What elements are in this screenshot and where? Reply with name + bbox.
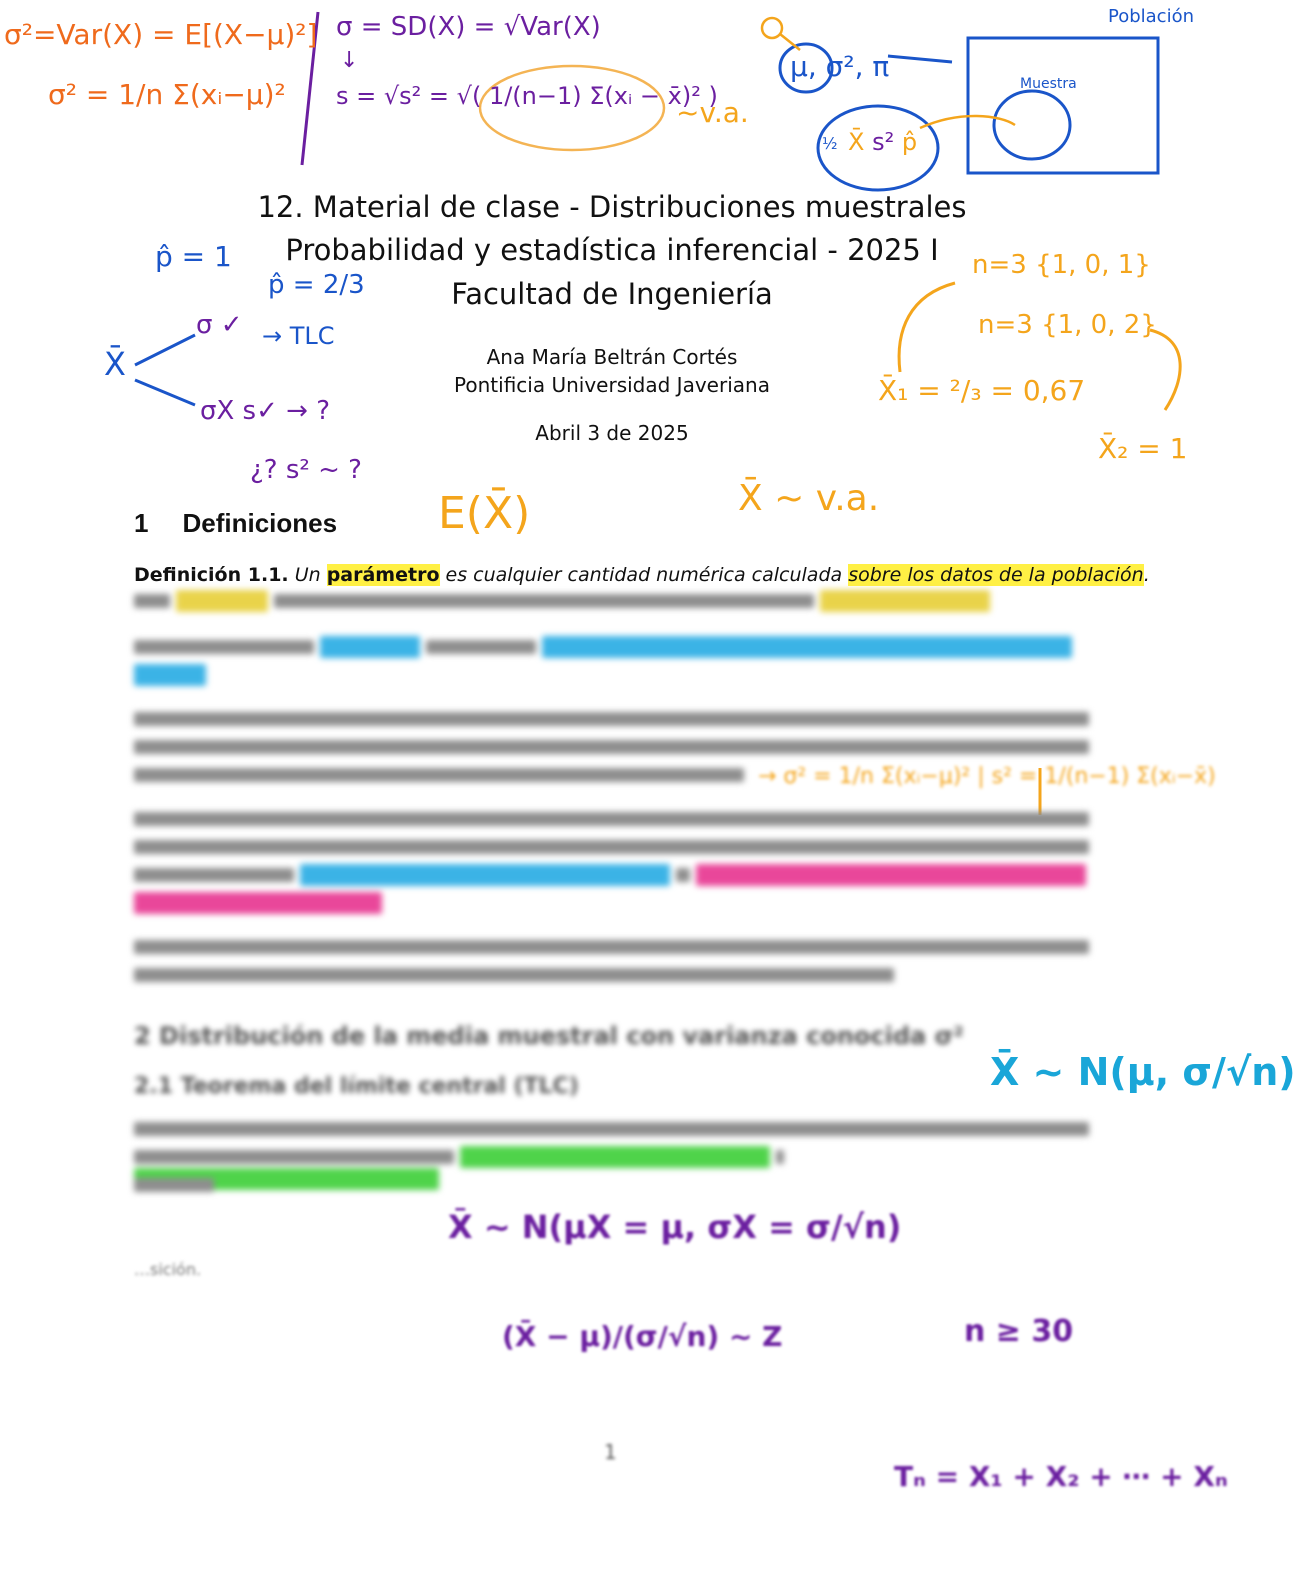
definition-1-1 bbox=[134, 561, 1150, 589]
phat-two-thirds: p̂ = 2/3 bbox=[268, 270, 365, 300]
poblacion-label: Población bbox=[1108, 6, 1195, 27]
purple-s-formula: s = √s² = √( 1/(n−1) Σ(xᵢ − x̄)² ) bbox=[336, 82, 718, 110]
gold-small-circle bbox=[762, 18, 782, 38]
muestra-label: Muestra bbox=[1020, 76, 1077, 92]
xbar-two-value: X̄₂ = 1 bbox=[1098, 432, 1188, 465]
section1-heading bbox=[134, 508, 337, 539]
doc-title: 12. Material de clase - Distribuciones muestrales bbox=[257, 190, 967, 224]
purple-sd-def: σ = SD(X) = √Var(X) bbox=[336, 12, 601, 42]
s2-question: ¿? s² ~ ? bbox=[250, 455, 362, 485]
section1-number: 1 bbox=[134, 508, 149, 538]
definition-term: parámetro bbox=[326, 564, 440, 586]
author-name: Ana María Beltrán Cortés bbox=[486, 345, 738, 369]
sigma-known: σ ✓ bbox=[196, 310, 243, 340]
section2-heading: 2 Distribución de la media muestral con varianza conocida σ² bbox=[134, 1022, 964, 1050]
doc-date: Abril 3 de 2025 bbox=[535, 421, 689, 445]
purple-standardization: (X̄ − μ)/(σ/√n) ~ Z bbox=[502, 1320, 783, 1353]
sample-circle bbox=[994, 91, 1070, 159]
section21-heading: 2.1 Teorema del límite central (TLC) bbox=[134, 1074, 579, 1099]
arrow-to-params bbox=[888, 56, 952, 62]
blurred-body bbox=[134, 590, 1094, 992]
gold-curve-right bbox=[1150, 330, 1180, 410]
cyan-xbar-normal: X̄ ~ N(μ, σ/√n) bbox=[990, 1050, 1296, 1094]
phat-one: p̂ = 1 bbox=[155, 240, 232, 273]
page-number: 1 bbox=[604, 1440, 617, 1464]
doc-course: Probabilidad y estadística inferencial - 2025 I bbox=[285, 233, 939, 267]
xbar-one-value: X̄₁ = ²/₃ = 0,67 bbox=[878, 374, 1086, 407]
sample-two: n=3 {1, 0, 2} bbox=[978, 310, 1157, 340]
xbar-symbol: X̄ bbox=[104, 345, 126, 383]
gold-variance-comparison: → σ² = 1/n Σ(xᵢ−μ)² | s² = 1/(n−1) Σ(xᵢ−x̄) bbox=[758, 764, 1216, 789]
blurred-nota-21 bbox=[134, 1118, 1094, 1202]
doc-fragment: …sición. bbox=[134, 1260, 202, 1279]
purple-n-threshold: n ≥ 30 bbox=[964, 1314, 1074, 1349]
purple-down-arrow: ↓ bbox=[340, 48, 359, 73]
definition-label: Definición 1.1. bbox=[134, 564, 289, 586]
purple-xbar-normal: X̄ ~ N(μX = μ, σX = σ/√n) bbox=[448, 1208, 902, 1246]
sigma-unknown: σX s✓ → ? bbox=[200, 396, 330, 426]
section1-title: Definiciones bbox=[182, 508, 338, 538]
tlc-arrow: → TLC bbox=[262, 322, 335, 350]
definition-mid: es cualquier cantidad numérica calculada bbox=[445, 564, 843, 586]
xbar-random-variable: X̄ ~ v.a. bbox=[738, 478, 880, 519]
doc-faculty: Facultad de Ingeniería bbox=[451, 277, 773, 311]
expectation-xbar: E(X̄) bbox=[438, 488, 531, 539]
population-parameters: μ, σ², π bbox=[790, 50, 890, 83]
sample-statistics: X̄ s² p̂ bbox=[848, 128, 918, 156]
sample-one: n=3 {1, 0, 1} bbox=[972, 250, 1151, 280]
definition-pre: Un bbox=[294, 564, 321, 586]
definition-highlight: sobre los datos de la población bbox=[848, 564, 1144, 586]
orange-sigma-formula: σ² = 1/n Σ(xᵢ−μ)² bbox=[48, 78, 286, 111]
purple-sum-tn: Tₙ = X₁ + X₂ + ⋯ + Xₙ bbox=[894, 1460, 1228, 1493]
definition-end: . bbox=[1143, 564, 1150, 586]
orange-variance-def: σ²=Var(X) = E[(X−μ)²] bbox=[4, 18, 318, 51]
half-label: ½ bbox=[822, 134, 838, 153]
institution-name: Pontificia Universidad Javeriana bbox=[454, 373, 770, 397]
gold-va-note: ~v.a. bbox=[676, 96, 749, 129]
